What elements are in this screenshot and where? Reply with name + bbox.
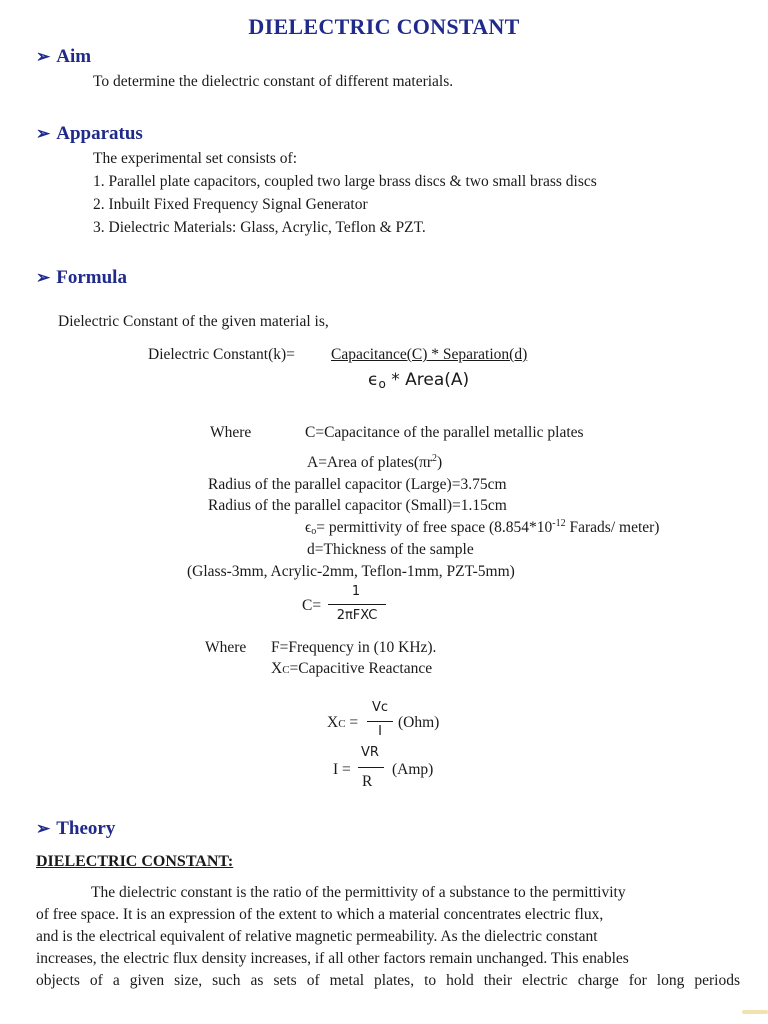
xc-equation-numerator: Vc bbox=[371, 700, 389, 715]
epsilon-symbol: ϵ bbox=[305, 519, 312, 536]
xc-equation-fraction-line bbox=[367, 721, 393, 722]
a-definition bbox=[307, 453, 442, 472]
epsilon-symbol: ϵ bbox=[368, 370, 379, 390]
c-definition: C=Capacitance of the parallel metallic plates bbox=[305, 424, 584, 441]
i-equation-denominator: R bbox=[362, 773, 373, 790]
theory-line: of free space. It is an expression of the extent to which a material concentrates electric flux, bbox=[36, 906, 604, 923]
epsilon-subscript: o bbox=[311, 526, 317, 537]
theory-heading-text: Theory bbox=[56, 818, 116, 839]
apparatus-item: 3. Dielectric Materials: Glass, Acrylic, Teflon & PZT. bbox=[93, 219, 426, 236]
dielectric-formula-numerator: Capacitance(C) * Separation(d) bbox=[331, 346, 528, 363]
thickness-list: (Glass-3mm, Acrylic-2mm, Teflon-1mm, PZT-5mm) bbox=[187, 563, 515, 580]
formula-intro: Dielectric Constant of the given material is, bbox=[58, 313, 329, 330]
c-equation-numerator: 1 bbox=[351, 584, 361, 599]
apparatus-heading-text: Apparatus bbox=[56, 123, 143, 144]
where-label: Where bbox=[205, 639, 247, 656]
xc-symbol: X bbox=[327, 714, 339, 731]
page-corner-mark bbox=[742, 1010, 768, 1014]
i-equation-fraction-line bbox=[358, 767, 384, 768]
arrow-bullet-icon: ➢ bbox=[36, 47, 51, 66]
c-equation-denominator: 2πFXC bbox=[336, 608, 378, 623]
theory-line: objects of a given size, such as sets of metal plates, to hold their electric charge for long periods bbox=[36, 972, 740, 989]
i-equation-lhs: I = bbox=[333, 761, 351, 778]
a-definition-sup: 2 bbox=[432, 453, 438, 464]
a-definition-text: A=Area of plates(πr bbox=[307, 454, 433, 471]
section-heading-theory bbox=[36, 818, 115, 840]
epsilon-definition-text: = permittivity of free space (8.854*10 bbox=[316, 519, 553, 536]
d-definition: d=Thickness of the sample bbox=[307, 541, 474, 558]
radius-large: Radius of the parallel capacitor (Large)=3.75cm bbox=[208, 476, 507, 493]
xc-equation-unit: (Ohm) bbox=[398, 714, 440, 731]
apparatus-item: 2. Inbuilt Fixed Frequency Signal Generator bbox=[93, 196, 368, 213]
xc-definition bbox=[271, 660, 432, 678]
dielectric-formula-lhs: Dielectric Constant(k)= bbox=[148, 346, 295, 363]
theory-paragraph bbox=[36, 882, 740, 992]
formula-heading-text: Formula bbox=[56, 267, 127, 288]
apparatus-intro: The experimental set consists of: bbox=[93, 150, 298, 167]
equals-sign: = bbox=[345, 714, 359, 731]
arrow-bullet-icon: ➢ bbox=[36, 819, 51, 838]
theory-line: The dielectric constant is the ratio of the permittivity of a substance to the permittivity bbox=[91, 884, 626, 901]
xc-equation-lhs bbox=[327, 714, 358, 732]
i-equation-numerator: VR bbox=[361, 745, 379, 760]
a-definition-end: ) bbox=[437, 454, 443, 471]
section-heading-formula bbox=[36, 267, 127, 289]
c-equation-lhs: C= bbox=[302, 597, 322, 614]
arrow-bullet-icon: ➢ bbox=[36, 124, 51, 143]
epsilon-units: Farads/ meter) bbox=[565, 519, 660, 536]
arrow-bullet-icon: ➢ bbox=[36, 268, 51, 287]
apparatus-item: 1. Parallel plate capacitors, coupled two large brass discs & two small brass discs bbox=[93, 173, 597, 190]
xc-equation-denominator: I bbox=[378, 724, 382, 739]
xc-definition-text: =Capacitive Reactance bbox=[289, 660, 433, 677]
theory-line: increases, the electric flux density increases, if all other factors remain unchanged. This enables bbox=[36, 950, 629, 967]
radius-small: Radius of the parallel capacitor (Small)=1.15cm bbox=[208, 497, 507, 514]
dielectric-formula-denominator bbox=[368, 370, 469, 391]
section-heading-aim bbox=[36, 46, 91, 68]
where-label: Where bbox=[210, 424, 252, 441]
aim-text: To determine the dielectric constant of different materials. bbox=[93, 73, 454, 90]
xc-symbol: X bbox=[271, 660, 283, 677]
epsilon-subscript: o bbox=[378, 377, 386, 391]
xc-subscript: C bbox=[282, 664, 290, 676]
epsilon-exponent: -12 bbox=[552, 518, 566, 529]
theory-line: and is the electrical equivalent of relative magnetic permeability. As the dielectric constant bbox=[36, 928, 598, 945]
page-title: DIELECTRIC CONSTANT bbox=[248, 14, 520, 39]
xc-subscript: C bbox=[338, 718, 346, 730]
section-heading-apparatus bbox=[36, 123, 143, 145]
epsilon-definition bbox=[305, 518, 659, 537]
theory-subheading: DIELECTRIC CONSTANT: bbox=[36, 853, 234, 870]
f-definition: F=Frequency in (10 KHz). bbox=[271, 639, 437, 656]
denominator-rest: * Area(A) bbox=[385, 370, 470, 390]
c-equation-fraction-line bbox=[328, 604, 386, 605]
i-equation-unit: (Amp) bbox=[392, 761, 434, 778]
aim-heading-text: Aim bbox=[56, 46, 92, 67]
